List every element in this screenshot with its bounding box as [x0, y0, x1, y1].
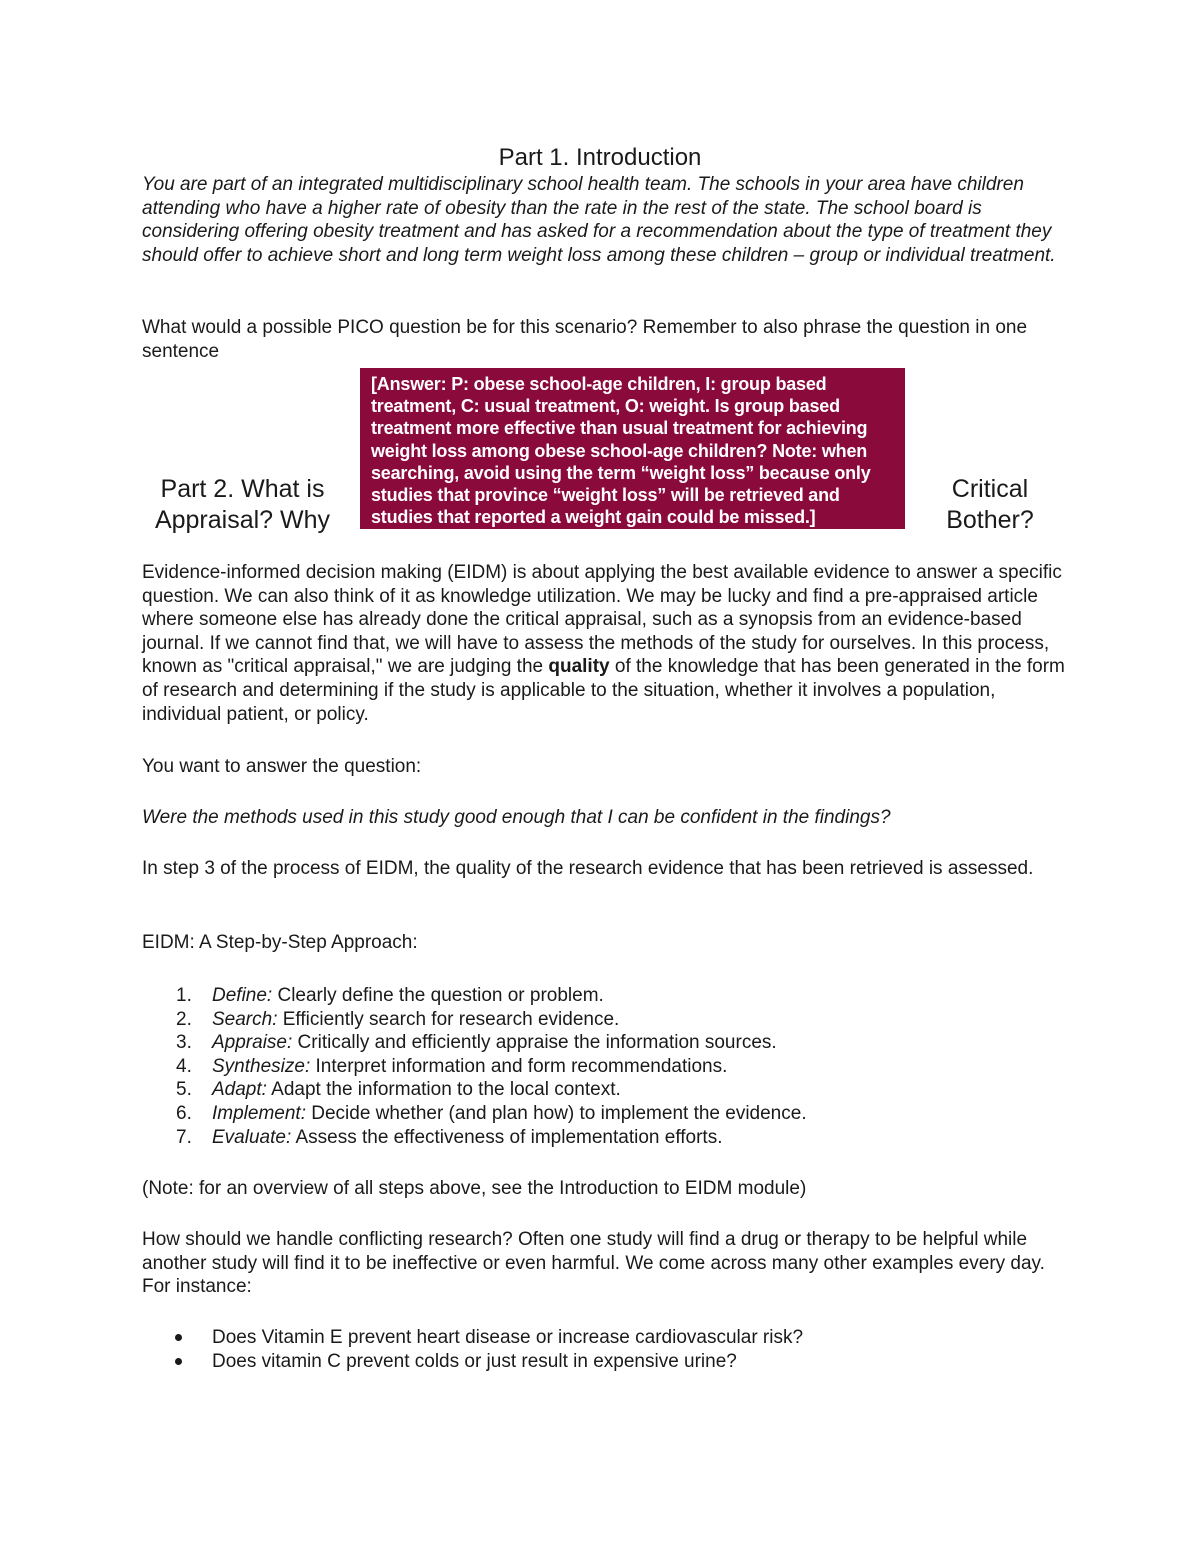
step-term: Define:	[212, 985, 273, 1006]
part2-heading-right: Critical Bother?	[946, 475, 1034, 534]
bullet-text: Does Vitamin E prevent heart disease or increase cardiovascular risk?	[212, 1327, 804, 1348]
eidm-quality-bold: quality	[548, 656, 610, 678]
step-description: Decide whether (and plan how) to implement the evidence.	[305, 1102, 807, 1124]
step-term: Search:	[212, 1008, 278, 1030]
step-description: Critically and efficiently appraise the information sources.	[292, 1032, 777, 1054]
eidm-steps-list	[142, 984, 1072, 1149]
list-item	[142, 1055, 1072, 1079]
list-item	[142, 1078, 1072, 1102]
step-term: Implement:	[212, 1102, 306, 1124]
pico-question-paragraph: What would a possible PICO question be for this scenario? Remember to also phrase the question in one sentence	[142, 317, 1028, 362]
eidm-steps-label: EIDM: A Step-by-Step Approach:	[142, 932, 418, 953]
step-number: 7.	[176, 1126, 192, 1148]
step-term: Adapt:	[212, 1079, 267, 1101]
bullet-text: Does vitamin C prevent colds or just result in expensive urine?	[212, 1350, 737, 1372]
list-item	[142, 1326, 1072, 1350]
answer-box	[360, 368, 905, 529]
step-number: 4.	[176, 1055, 192, 1077]
answer-text: [Answer: P: obese school-age children, I: group based treatment, C: usual treatment, O: weight. Is group based treatment more effective than usual treatment for achieving weight loss among obese school-age children? Note: when searching, avoid using the term “weight loss” because only studies that province “weight loss” will be retrieved and studies that reported a weight gain could be missed.]	[371, 374, 871, 528]
methods-question: Were the methods used in this study good enough that I can be confident in the findings?	[142, 807, 891, 828]
step-description: Assess the effectiveness of implementation efforts.	[291, 1126, 723, 1148]
list-item	[142, 1008, 1072, 1032]
step-description: Adapt the information to the local context.	[266, 1079, 621, 1101]
part2-heading-left: Part 2. What is Appraisal? Why	[154, 475, 331, 534]
step-term: Evaluate:	[212, 1126, 292, 1148]
list-item	[142, 1350, 1072, 1374]
part1-heading: Part 1. Introduction	[498, 144, 702, 171]
eidm-text-after: of the knowledge that has been generated in the form of research and determining if the study is applicable to the situation, whether it involves a population, individual patient, or policy.	[142, 656, 1065, 725]
step-number: 6.	[176, 1102, 192, 1124]
eidm-paragraph	[142, 561, 1072, 726]
want-answer-paragraph: You want to answer the question:	[142, 756, 422, 777]
eidm-text-before: Evidence-informed decision making (EIDM) is about applying the best available evidence to answer a specific question. We can also think of it as knowledge utilization. We may be lucky and find a pre-appraised article where someone else has already done the critical appraisal, such as a synopsis from an evidence-based journal. If we cannot find that, we will have to assess the methods of the study for ourselves. In this process, known as "critical appraisal," we are judging the	[142, 562, 1062, 678]
step-number: 1.	[176, 985, 192, 1006]
step3-paragraph: In step 3 of the process of EIDM, the quality of the research evidence that has been retrieved is assessed.	[142, 858, 1034, 879]
list-item	[142, 1126, 1072, 1150]
step-term: Synthesize:	[212, 1055, 311, 1077]
step-number: 2.	[176, 1008, 192, 1030]
step-description: Interpret information and form recommendations.	[310, 1055, 728, 1077]
bullet-icon	[175, 1334, 182, 1341]
list-item	[142, 1102, 1072, 1126]
list-item	[142, 984, 1072, 1008]
step-term: Appraise:	[212, 1032, 293, 1054]
list-item	[142, 1031, 1072, 1055]
bullet-icon	[175, 1358, 182, 1365]
examples-bullet-list	[142, 1326, 1072, 1373]
step-description: Efficiently search for research evidence.	[277, 1008, 620, 1030]
conflicting-research-paragraph: How should we handle conflicting research? Often one study will find a drug or therapy to be helpful while another study will find it to be ineffective or even harmful. We come across many other examples every day. For instance:	[142, 1229, 1045, 1298]
step-number: 3.	[176, 1032, 192, 1054]
overview-note: (Note: for an overview of all steps above, see the Introduction to EIDM module)	[142, 1178, 807, 1199]
step-description: Clearly define the question or problem.	[272, 985, 604, 1006]
intro-paragraph: You are part of an integrated multidisciplinary school health team. The schools in your area have children attending who have a higher rate of obesity than the rate in the rest of the state. The school board is considering offering obesity treatment and has asked for a recommendation about the type of treatment they should offer to achieve short and long term weight loss among these children – group or individual treatment.	[142, 174, 1056, 266]
step-number: 5.	[176, 1079, 192, 1101]
